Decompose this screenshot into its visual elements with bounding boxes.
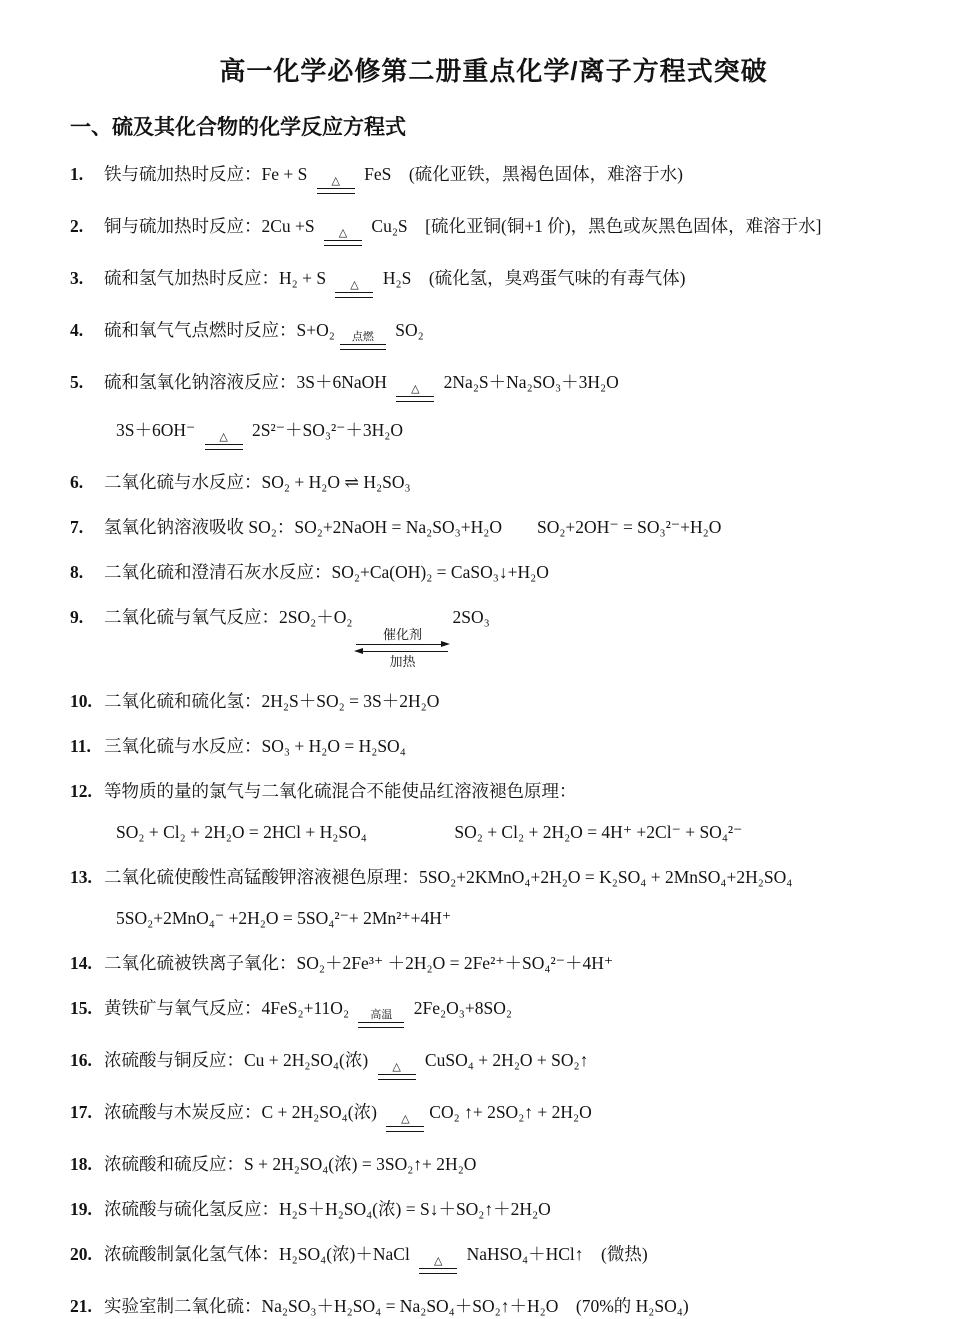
equation-item bbox=[70, 779, 917, 845]
condition-label: △ bbox=[411, 383, 420, 395]
equation-continuation-line bbox=[104, 906, 917, 931]
equation-item bbox=[70, 370, 917, 450]
item-number: 2. bbox=[70, 216, 84, 236]
item-number: 12. bbox=[70, 781, 92, 801]
item-number: 17. bbox=[70, 1102, 92, 1122]
equation-body bbox=[104, 515, 917, 540]
condition-equals-sign bbox=[396, 384, 434, 402]
equation-line bbox=[104, 318, 917, 350]
equation-line bbox=[104, 1152, 917, 1177]
equation-text: NaHSO₄＋HCl↑ (微热) bbox=[462, 1244, 648, 1264]
condition-label: △ bbox=[219, 431, 228, 443]
item-number: 18. bbox=[70, 1154, 92, 1174]
equation-text: 铜与硫加热时反应：2Cu +S bbox=[104, 216, 320, 236]
equation-text: 二氧化硫和澄清石灰水反应：SO₂+Ca(OH)₂ = CaSO₃↓+H₂O bbox=[104, 562, 549, 582]
equation-item bbox=[70, 1100, 917, 1132]
equation-line bbox=[104, 1294, 917, 1319]
equation-item bbox=[70, 1242, 917, 1274]
item-number: 14. bbox=[70, 953, 92, 973]
equation-item bbox=[70, 515, 917, 540]
equation-text: 二氧化硫与氧气反应：2SO₂＋O₂ bbox=[104, 607, 353, 627]
equation-line bbox=[104, 734, 917, 759]
equation-body bbox=[104, 996, 917, 1028]
equation-text: 硫和氧气气点燃时反应：S+O₂ bbox=[104, 320, 335, 340]
condition-equals-sign bbox=[205, 432, 243, 450]
condition-label: △ bbox=[401, 1113, 410, 1125]
equation-text: 黄铁矿与氧气反应：4FeS₂+11O₂ bbox=[104, 998, 354, 1018]
item-number: 13. bbox=[70, 867, 92, 887]
item-number: 1. bbox=[70, 164, 84, 184]
equation-list bbox=[70, 162, 917, 1319]
reverse-arrow-icon bbox=[363, 651, 448, 652]
equation-text: 浓硫酸制氯化氢气体：H₂SO₄(浓)＋NaCl bbox=[104, 1244, 415, 1264]
equation-line bbox=[104, 951, 917, 976]
equation-item bbox=[70, 318, 917, 350]
item-number: 19. bbox=[70, 1199, 92, 1219]
double-line-icon bbox=[358, 1022, 404, 1028]
equation-body bbox=[104, 951, 917, 976]
equation-text: 3S＋6OH⁻ bbox=[116, 420, 200, 440]
equation-item bbox=[70, 1294, 917, 1319]
equation-item bbox=[70, 214, 917, 246]
equation-line bbox=[104, 865, 917, 890]
equation-body bbox=[104, 865, 917, 931]
equation-item bbox=[70, 1197, 917, 1222]
equation-line bbox=[104, 1048, 917, 1080]
forward-arrow-icon bbox=[356, 644, 441, 645]
equation-text: 浓硫酸和硫反应：S + 2H₂SO₄(浓) = 3SO₂↑+ 2H₂O bbox=[104, 1154, 477, 1174]
item-number: 20. bbox=[70, 1244, 92, 1264]
item-number: 16. bbox=[70, 1050, 92, 1070]
equation-line bbox=[104, 370, 917, 402]
item-number: 9. bbox=[70, 607, 84, 627]
equation-line bbox=[104, 266, 917, 298]
condition-label: △ bbox=[433, 1255, 443, 1267]
equation-body bbox=[104, 1294, 917, 1319]
condition-equals-sign bbox=[419, 1256, 457, 1274]
equation-continuation-line bbox=[104, 418, 917, 450]
equation-text: CuSO₄ + 2H₂O + SO₂↑ bbox=[420, 1050, 589, 1070]
equation-text: 浓硫酸与铜反应：Cu + 2H₂SO₄(浓) bbox=[104, 1050, 373, 1070]
condition-equals-sign bbox=[324, 228, 362, 246]
condition-equals-sign bbox=[317, 176, 355, 194]
equation-text: 浓硫酸与木炭反应：C + 2H₂SO₄(浓) bbox=[104, 1102, 382, 1122]
equation-body bbox=[104, 1100, 917, 1132]
equation-body bbox=[104, 370, 917, 450]
double-line-icon bbox=[205, 444, 243, 450]
equation-text: 2SO₃ bbox=[452, 607, 490, 627]
equation-body bbox=[104, 318, 917, 350]
equation-text: H₂S (硫化氢，臭鸡蛋气味的有毒气体) bbox=[378, 268, 686, 288]
equation-text: 5SO₂+2MnO₄⁻ +2H₂O = 5SO₄²⁻+ 2Mn²⁺+4H⁺ bbox=[116, 908, 452, 928]
condition-label: 点燃 bbox=[351, 331, 374, 343]
double-line-icon bbox=[396, 396, 434, 402]
equation-item bbox=[70, 865, 917, 931]
condition-label: △ bbox=[350, 279, 359, 291]
equation-body bbox=[104, 214, 917, 246]
equation-text: CO₂ ↑+ 2SO₂↑ + 2H₂O bbox=[429, 1102, 592, 1122]
equation-text: 三氧化硫与水反应：SO₃ + H₂O = H₂SO₄ bbox=[104, 736, 406, 756]
equation-text: Cu₂S [硫化亚铜(铜+1 价)，黑色或灰黑色固体，难溶于水] bbox=[367, 216, 822, 236]
equation-item bbox=[70, 996, 917, 1028]
condition-label: △ bbox=[392, 1061, 401, 1073]
equation-line bbox=[104, 1100, 917, 1132]
equation-text: 硫和氢氧化钠溶液反应：3S＋6NaOH bbox=[104, 372, 392, 392]
item-number: 7. bbox=[70, 517, 84, 537]
equation-continuation-line bbox=[104, 820, 917, 845]
equation-text: 铁与硫加热时反应：Fe + S bbox=[104, 164, 312, 184]
double-line-icon bbox=[419, 1268, 457, 1274]
condition-label: △ bbox=[331, 175, 340, 187]
condition-label: 高温 bbox=[370, 1009, 393, 1021]
equation-text: 等物质的量的氯气与二氧化硫混合不能使品红溶液褪色原理： bbox=[104, 781, 577, 801]
double-line-icon bbox=[340, 344, 386, 350]
equation-body bbox=[104, 560, 917, 585]
equation-line bbox=[104, 1242, 917, 1274]
heat-label: 加热 bbox=[389, 654, 416, 669]
item-number: 11. bbox=[70, 736, 91, 756]
condition-equals-sign bbox=[335, 280, 373, 298]
double-line-icon bbox=[317, 188, 355, 194]
equation-item bbox=[70, 162, 917, 194]
equation-body bbox=[104, 470, 917, 495]
equation-text: 二氧化硫和硫化氢：2H₂S＋SO₂ = 3S＋2H₂O bbox=[104, 691, 440, 711]
equation-body bbox=[104, 1242, 917, 1274]
equation-line bbox=[104, 162, 917, 194]
condition-equals-sign bbox=[386, 1114, 424, 1132]
equation-text: 氢氧化钠溶液吸收 SO₂：SO₂+2NaOH = Na₂SO₃+H₂O SO₂+2OH⁻ = SO₃²⁻+H₂O bbox=[104, 517, 722, 537]
equation-line bbox=[104, 560, 917, 585]
equation-body bbox=[104, 605, 917, 669]
condition-equals-sign bbox=[358, 1010, 404, 1028]
reversible-reaction-sign bbox=[354, 627, 450, 669]
equation-line bbox=[104, 515, 917, 540]
equation-line bbox=[104, 689, 917, 714]
equation-text: 二氧化硫使酸性高锰酸钾溶液褪色原理：5SO₂+2KMnO₄+2H₂O = K₂SO₄ + 2MnSO₄+2H₂SO₄ bbox=[104, 867, 793, 887]
equation-item bbox=[70, 1152, 917, 1177]
equation-body bbox=[104, 734, 917, 759]
item-number: 4. bbox=[70, 320, 84, 340]
equation-body bbox=[104, 1197, 917, 1222]
equation-text: FeS (硫化亚铁，黑褐色固体，难溶于水) bbox=[359, 164, 683, 184]
double-line-icon bbox=[324, 240, 362, 246]
double-line-icon bbox=[378, 1074, 416, 1080]
condition-label: △ bbox=[338, 227, 348, 239]
equation-item bbox=[70, 470, 917, 495]
item-number: 15. bbox=[70, 998, 92, 1018]
equation-item bbox=[70, 605, 917, 669]
equation-body bbox=[104, 689, 917, 714]
equation-line bbox=[104, 214, 917, 246]
equation-text: SO₂ bbox=[390, 320, 424, 340]
item-number: 21. bbox=[70, 1296, 92, 1316]
equation-line bbox=[104, 996, 917, 1028]
equation-line bbox=[104, 470, 917, 495]
equation-body bbox=[104, 266, 917, 298]
equation-item bbox=[70, 266, 917, 298]
item-number: 5. bbox=[70, 372, 84, 392]
page-title: 高一化学必修第二册重点化学/离子方程式突破 bbox=[219, 56, 768, 86]
equation-text: 实验室制二氧化硫：Na₂SO₃＋H₂SO₄ = Na₂SO₄＋SO₂↑＋H₂O (70%的 H₂SO₄) bbox=[104, 1296, 689, 1316]
equation-line bbox=[104, 1197, 917, 1222]
equation-line bbox=[104, 779, 917, 804]
equation-item bbox=[70, 951, 917, 976]
item-number: 3. bbox=[70, 268, 84, 288]
equation-item bbox=[70, 1048, 917, 1080]
equilibrium-arrows-icon bbox=[354, 642, 450, 654]
item-number: 8. bbox=[70, 562, 84, 582]
equation-text: 2Na₂S＋Na₂SO₃＋3H₂O bbox=[439, 372, 619, 392]
equation-body bbox=[104, 162, 917, 194]
equation-line bbox=[104, 605, 917, 669]
equation-text: 二氧化硫与水反应：SO₂ + H₂O ⇌ H₂SO₃ bbox=[104, 472, 411, 492]
catalyst-label: 催化剂 bbox=[382, 627, 422, 642]
equation-item bbox=[70, 689, 917, 714]
equation-item bbox=[70, 560, 917, 585]
section-heading: 一、硫及其化合物的化学反应方程式 bbox=[70, 116, 406, 139]
equation-body bbox=[104, 1152, 917, 1177]
condition-equals-sign bbox=[340, 332, 386, 350]
equation-text: 2Fe₂O₃+8SO₂ bbox=[409, 998, 512, 1018]
equation-text: SO₂ + Cl₂ + 2H₂O = 2HCl + H₂SO₄ SO₂ + Cl₂ + 2H₂O = 4H⁺ +2Cl⁻ + SO₄²⁻ bbox=[116, 822, 743, 842]
double-line-icon bbox=[335, 292, 373, 298]
item-number: 10. bbox=[70, 691, 92, 711]
equation-text: 二氧化硫被铁离子氧化：SO₂＋2Fe³⁺ ＋2H₂O = 2Fe²⁺＋SO₄²⁻＋4H⁺ bbox=[104, 953, 614, 973]
equation-text: 硫和氢气加热时反应：H₂ + S bbox=[104, 268, 331, 288]
equation-text: 浓硫酸与硫化氢反应：H₂S＋H₂SO₄(浓) = S↓＋SO₂↑＋2H₂O bbox=[104, 1199, 551, 1219]
condition-equals-sign bbox=[378, 1062, 416, 1080]
equation-item bbox=[70, 734, 917, 759]
equation-body bbox=[104, 779, 917, 845]
equation-body bbox=[104, 1048, 917, 1080]
item-number: 6. bbox=[70, 472, 84, 492]
equation-text: 2S²⁻＋SO₃²⁻＋3H₂O bbox=[247, 420, 404, 440]
double-line-icon bbox=[386, 1126, 424, 1132]
